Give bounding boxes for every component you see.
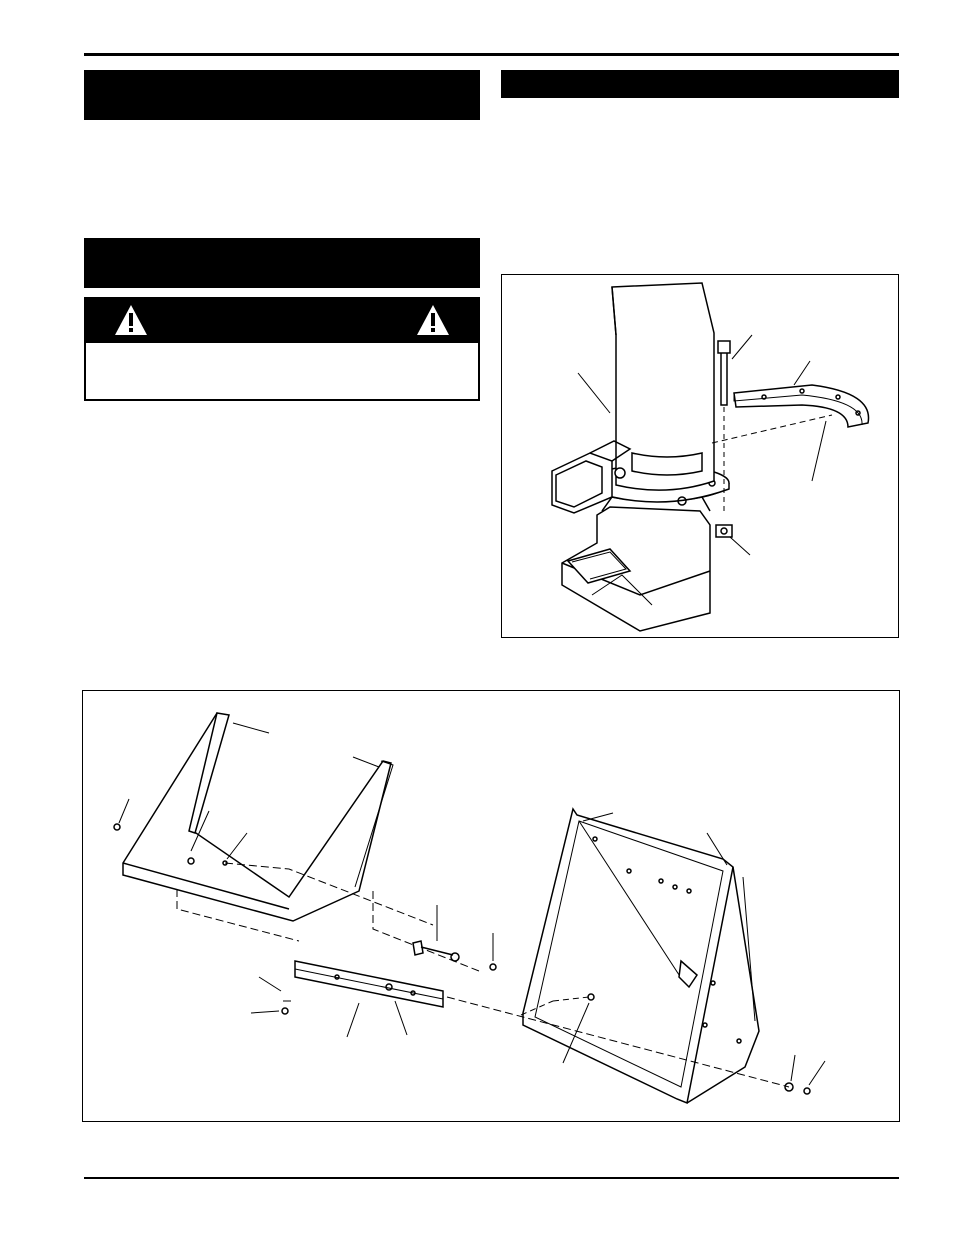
section-heading-bar-1 (84, 70, 480, 120)
figure-exploded-deflector (82, 690, 900, 1122)
figure-chute-mount (501, 274, 899, 638)
warning-triangle-icon (114, 304, 148, 336)
section-heading-bar-3 (501, 70, 899, 98)
warning-box (84, 297, 480, 401)
warning-header (86, 299, 478, 343)
top-rule (84, 53, 899, 56)
bottom-rule (84, 1177, 899, 1179)
warning-triangle-icon (416, 304, 450, 336)
section-heading-bar-2 (84, 238, 480, 288)
